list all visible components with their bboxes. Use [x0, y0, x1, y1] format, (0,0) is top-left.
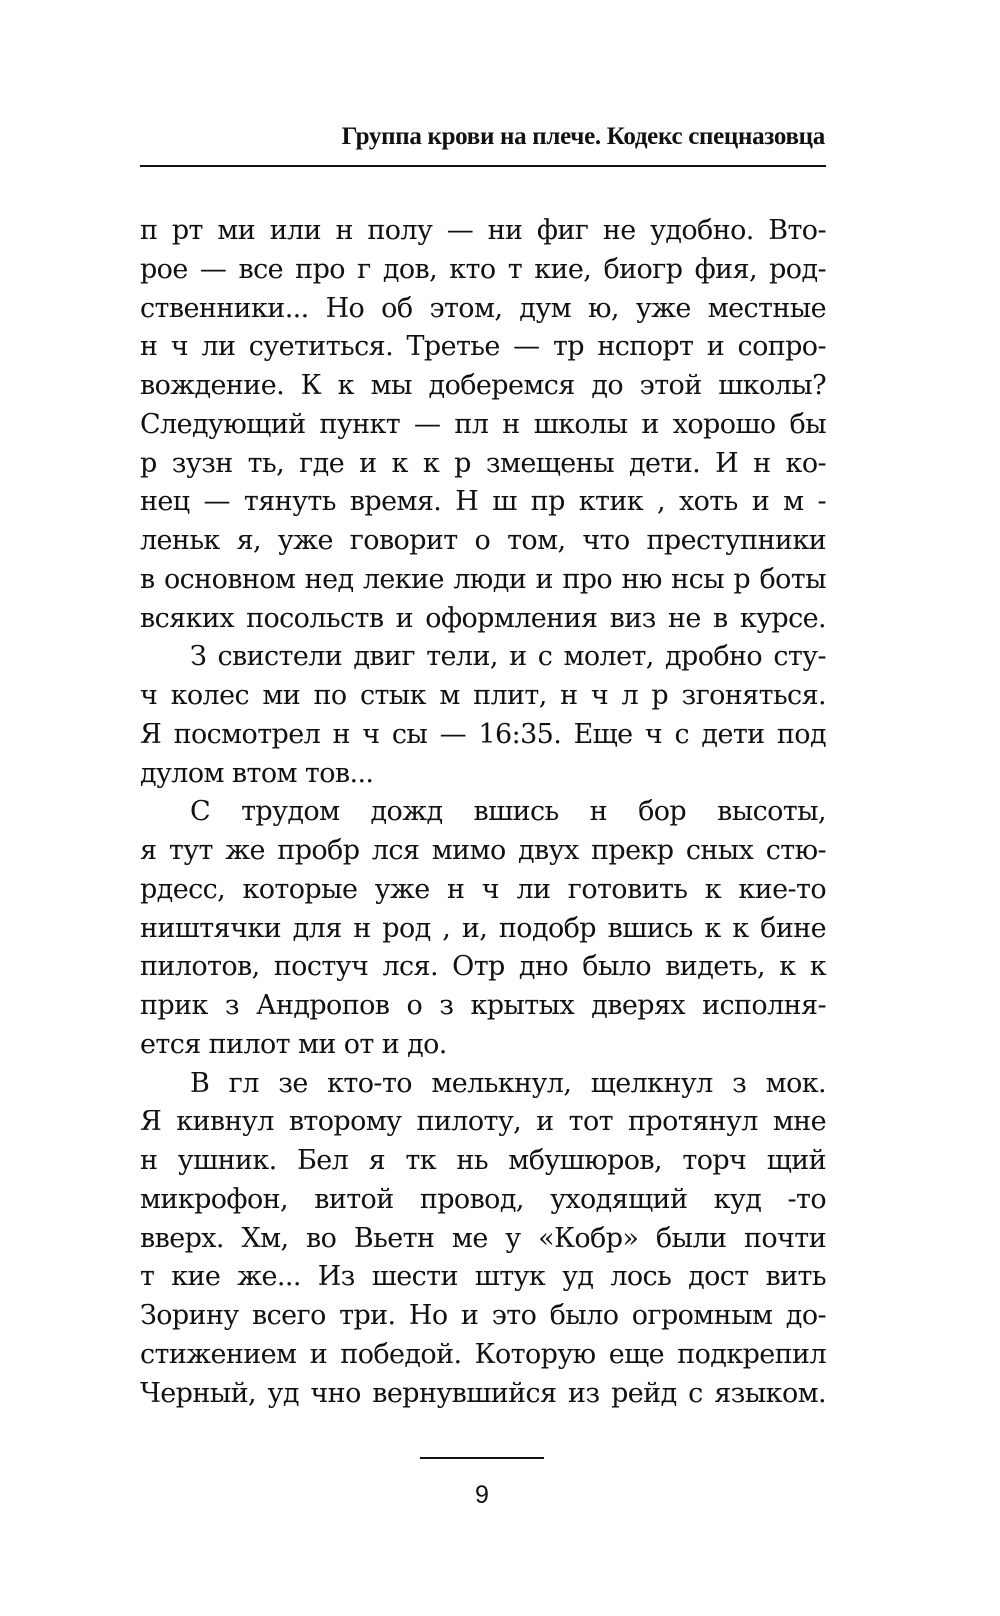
text-line: дулом втом тов... — [140, 757, 374, 789]
text-line: рдесс, которые уже н ч ли готовить к кие-то — [140, 873, 826, 905]
text-line: прик з Андропов о з крытых дверях исполня- — [140, 990, 826, 1021]
text-line: ственники... Но об этом, дум ю, уже местные — [140, 292, 826, 324]
page-number: 9 — [475, 1481, 489, 1509]
text-line: в основном нед лекие люди и про ню нсы р боты — [140, 563, 826, 595]
text-line: нец — тянуть время. Н ш пр ктик , хоть и м - — [140, 486, 826, 518]
paragraph-1 — [140, 212, 826, 638]
paragraph-4 — [140, 1065, 826, 1414]
text-line: Я кивнул второму пилоту, и тот протянул мне — [140, 1106, 826, 1138]
text-line: вождение. К к мы доберемся до этой школы? — [140, 370, 826, 401]
text-line: т кие же... Из шести штук уд лось дост вить — [140, 1261, 826, 1293]
text-line: ется пилот ми от и до. — [140, 1028, 447, 1060]
text-line: В гл зе кто-то мелькнул, щелкнул з мок. — [190, 1067, 826, 1099]
header-rule — [140, 165, 826, 167]
footer-rule — [420, 1457, 544, 1459]
text-line: я тут же пробр лся мимо двух прекр сных стю- — [140, 835, 826, 866]
text-line: ч колес ми по стык м плит, н ч л р згоняться. — [140, 680, 826, 711]
text-line: Я посмотрел н ч сы — 16:35. Еще ч с дети под — [140, 718, 826, 750]
text-line: рое — все про г дов, кто т кие, биогр фия, род- — [140, 253, 826, 285]
text-line: микрофон, витой провод, уходящий куд -то — [140, 1183, 826, 1215]
text-line: н ушник. Бел я тк нь мбушюров, торч щий — [140, 1145, 826, 1176]
running-title: Группа крови на плече. Кодекс спецназовца — [341, 123, 825, 150]
text-line: Следующий пункт — пл н школы и хорошо бы — [140, 408, 826, 440]
text-line: С трудом дожд вшись н бор высоты, — [190, 796, 826, 828]
text-line: пилотов, постуч лся. Отр дно было видеть, к к — [140, 951, 826, 983]
text-line: Зорину всего три. Но и это было огромным до- — [140, 1300, 826, 1331]
text-line: ништячки для н род , и, подобр вшись к к бине — [140, 912, 826, 944]
text-line: стижением и победой. Которую еще подкрепил — [140, 1338, 826, 1370]
text-line: вверх. Хм, во Вьетн ме у «Кобр» были почти — [140, 1222, 826, 1254]
page-body — [140, 212, 826, 1413]
text-line: всяких посольств и оформления виз не в курсе. — [140, 602, 826, 634]
text-line: н ч ли суетиться. Третье — тр нспорт и сопро- — [140, 331, 826, 363]
text-line: р зузн ть, где и к к р змещены дети. И н ко- — [140, 447, 826, 479]
text-line: леньк я, уже говорит о том, что преступники — [140, 525, 826, 556]
text-line: З свистели двиг тели, и с молет, дробно сту- — [190, 641, 826, 673]
text-line: Черный, уд чно вернувшийся из рейд с языком. — [140, 1377, 826, 1409]
paragraph-3 — [140, 793, 826, 1064]
text-line: п рт ми или н полу — ни фиг не удобно. Вто- — [140, 215, 826, 246]
paragraph-2 — [140, 638, 826, 793]
